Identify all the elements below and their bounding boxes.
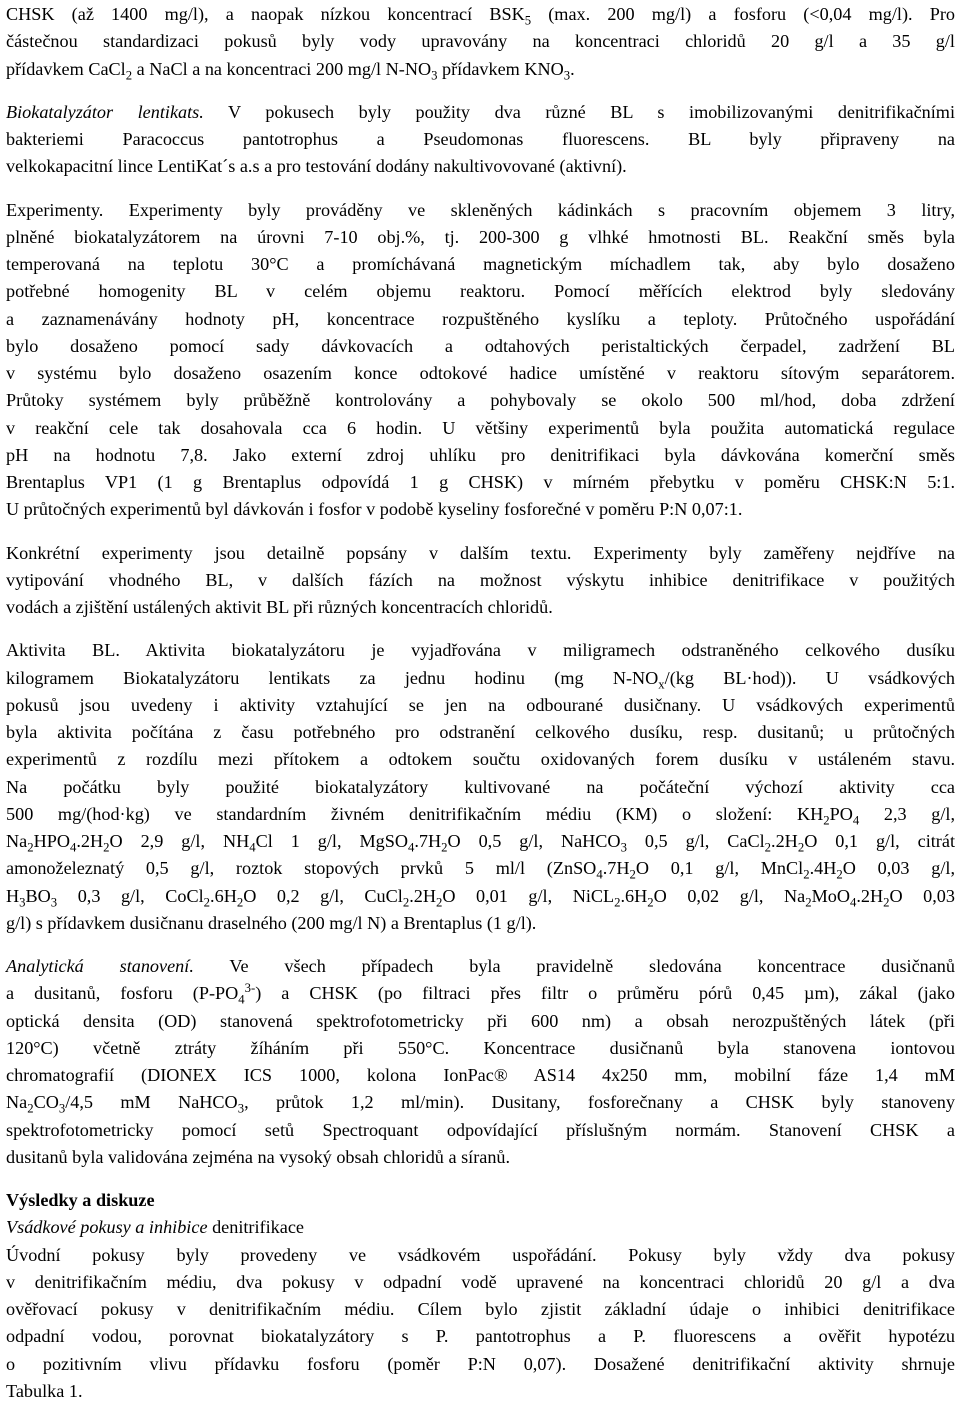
specific-paragraph [6, 540, 955, 622]
paragraph-heading: Analytická stanovení. [6, 956, 194, 976]
text-line: potřebné homogenity BL v celém objemu reaktoru. Pomocí měřících elektrod byly sledovány [6, 281, 955, 302]
text-line: 120°C) včetně ztráty žíháním při 550°C. Koncentrace dusičnanů byla stanovena iontovou [6, 1037, 955, 1058]
text-line: Na počátku byly použité biokatalyzátory kultivované na počáteční výchozí aktivity cca [6, 776, 955, 797]
text-run: Aktivita biokatalyzátoru je vyjadřována v miligramech odstraněného celkového dusíku [119, 640, 955, 661]
text-line: U průtočných experimentů byl dávkován i fosfor v podobě kyseliny fosforečné v poměru P:N 0,07:1. [6, 499, 743, 520]
text-line: vytipování vhodného BL, v dalších fázích na možnost výskytu inhibice denitrifikace v použitých [6, 569, 955, 590]
text-line [6, 637, 955, 664]
text-line: Konkrétní experimenty jsou detailně popsány v dalším textu. Experimenty byly zaměřeny nejdříve na [6, 542, 955, 563]
paragraph-gap [6, 83, 955, 99]
text-line [6, 953, 955, 980]
paragraph-gap [6, 181, 955, 197]
paragraph-heading: Biokatalyzátor lentikats. [6, 101, 204, 122]
text-line: odpadní vodou, porovnat biokatalyzátory s P. pantotrophus a P. fluorescens a ověřit hypotézu [6, 1326, 955, 1347]
text-line: Úvodní pokusy byly provedeny ve vsádkovém uspořádání. Pokusy byly vždy dva pokusy [6, 1244, 955, 1265]
text-line: plněné biokatalyzátorem na úrovni 7-10 obj.%, tj. 200-300 g vlhké hmotnosti BL. Reakční směs byla [6, 226, 955, 247]
text-line: ověřovací pokusy v denitrifikačním médiu. Cílem bylo zjistit základní údaje o inhibici denitrifikace [6, 1299, 955, 1319]
biocatalyst-paragraph [6, 99, 955, 181]
subsection-heading-italic: Vsádkové pokusy a inhibice [6, 1217, 208, 1238]
results-section [6, 1187, 955, 1405]
paragraph-gap [6, 621, 955, 637]
text-line: $Na_2CO_3/4,5$ mM NaHCO$_3$, průtok 1,2 ml/min). Dusitany, fosforečnany a CHSK byly stanoveny [6, 1092, 955, 1116]
text-line: velkokapacitní lince LentiKat´s a.s a pro testování dodány nakultivovované (aktivní). [6, 156, 627, 177]
text-line: temperovaná na teplotu 30°C a promíchávaná magnetickým míchadlem tak, aby bylo dosaženo [6, 254, 955, 274]
text-line: v systému bylo dosaženo osazením konce odtokové hadice umístěné v reaktoru sítovým separátorem. [6, 363, 955, 383]
paragraph-gap [6, 1171, 955, 1187]
text-line: dusitanů byla validována zejména na vysoký obsah chloridů a síranů. [6, 1146, 511, 1167]
subsection-heading-rest: denitrifikace [207, 1217, 304, 1238]
text-line: v denitrifikačním médiu, dva pokusy v odpadní vodě upravené na koncentraci chloridů 20 g/l a dva [6, 1271, 955, 1292]
text-line: bakteriemi Paracoccus pantotrophus a Pseudomonas fluorescens. BL byly připraveny na [6, 129, 955, 149]
text-line: pokusů jsou uvedeny i aktivity vztahující se jen na odbourané dusičnany. U vsádkových experimentů [6, 694, 955, 715]
paragraph-gap [6, 524, 955, 540]
text-line: Průtoky systémem byly průběžně kontrolovány a pohybovaly se okolo 500 ml/hod, doba zdržení [6, 390, 955, 411]
text-line: 500 mg/(hod·kg) ve standardním živném denitrifikačním médiu (KM) o složení: $KH_2PO_4$ 2,3 g/l, [6, 803, 956, 828]
text-run: Ve všech případech byla pravidelně sledována koncentrace dusičnanů [193, 956, 955, 976]
analytics-paragraph [6, 953, 955, 1171]
text-line: přídavkem CaCl$_2$ a NaCl a na koncentraci 200 mg/l $N-NO_3$ přídavkem $KNO_3$. [6, 58, 575, 83]
activity-paragraph [6, 637, 955, 937]
text-line: Tabulka 1. [6, 1380, 83, 1401]
text-line: kilogramem Biokatalyzátoru lentikats za jednu hodinu (mg $N-NO_x/(kg$ BL·hod)). U vsádkových [6, 667, 955, 692]
text-run: Experimenty byly prováděny ve skleněných kádinkách s pracovním objemem 3 litry, [103, 199, 955, 220]
text-line: a zaznamenávány hodnoty pH, koncentrace rozpuštěného kyslíku a teploty. Průtočného uspořádání [6, 308, 955, 329]
section-heading: Výsledky a diskuze [6, 1190, 155, 1210]
text-line: bylo dosaženo pomocí sady dávkovacích a odtahových peristaltických čerpadel, zadržení BL [6, 335, 955, 356]
text-line: $Na_2HPO_4.2H_2O$ 2,9 g/l, $NH_4Cl$ 1 g/l, $MgSO_4.7H_2O$ 0,5 g/l, NaHCO$_3$ 0,5 g/l, $CaCl_2.2H_2O$ 0,1 g/l, citrát [6, 831, 955, 855]
text-line: Brentaplus VP1 (1 g Brentaplus odpovídá 1 g CHSK) v mírném přebytku v poměru CHSK:N 5:1. [6, 472, 955, 492]
text-line: experimentů z rozdílu mezi přítokem a odtokem součtu oxidovaných forem dusíku v ustáleném stavu. [6, 749, 955, 770]
text-line: pH na hodnotu 7,8. Jako externí zdroj uhlíku pro denitrifikaci byla dávkována komerční směs [6, 444, 955, 465]
text-line: CHSK (až 1400 mg/l), a naopak nízkou koncentrací $BSK_5$ (max. 200 mg/l) a fosforu (<0,04 mg/l). Pro [6, 4, 955, 28]
intro-paragraph [6, 1, 955, 83]
document-page [6, 1, 955, 1405]
text-line [6, 197, 955, 224]
text-line [6, 99, 955, 126]
text-line: částečnou standardizaci pokusů byly vody upravovány na koncentraci chloridů 20 g/l a 35 g/l [6, 31, 955, 52]
text-line: a dusitanů, fosforu $(P-PO_4^{3-})$ a CHSK (po filtraci přes filtr o průměru pórů 0,45 µm), zákal (jako [6, 981, 955, 1007]
paragraph-heading: Aktivita BL. [6, 640, 120, 661]
text-line: amonoželeznatý 0,5 g/l, roztok stopových prvků 5 ml/l ($ZnSO_4.7H_2O$ 0,1 g/l, $MnCl_2.4H_2O$ 0,03 g/l, [6, 858, 955, 882]
text-line: v reakční cele tak dosahovala cca 6 hodin. U většiny experimentů byla použita automatická regulace [6, 417, 955, 438]
text-line: byla aktivita počítána z času potřebného pro odstranění celkového dusíku, resp. dusitanů; u průtočných [6, 722, 955, 742]
text-line: o pozitivním vlivu přídavku fosforu (poměr P:N 0,07). Dosažené denitrifikační aktivity shrnuje [6, 1353, 955, 1374]
paragraph-heading: Experimenty. [6, 199, 104, 220]
text-line: chromatografií (DIONEX ICS 1000, kolona IonPac® AS14 4x250 mm, mobilní fáze 1,4 mM [6, 1065, 955, 1085]
subsection-heading [6, 1214, 955, 1241]
text-line: optická densita (OD) stanovená spektrofotometricky při 600 nm) a obsah nerozpuštěných látek (při [6, 1010, 955, 1031]
text-line: g/l) s přídavkem dusičnanu draselného (200 mg/l N) a Brentaplus (1 g/l). [6, 912, 537, 933]
text-line: vodách a zjištění ustálených aktivit BL při různých koncentracích chloridů. [6, 597, 553, 617]
paragraph-gap [6, 937, 955, 953]
text-run: V pokusech byly použity dva různé BL s imobilizovanými denitrifikačními [203, 101, 955, 122]
experiments-paragraph [6, 197, 955, 524]
text-line: $H_3BO_3$ 0,3 g/l, $CoCl_2.6H_2O$ 0,2 g/l, $CuCl_2.2H_2O$ 0,01 g/l, $NiCL_2.6H_2O$ 0,02 g/l, $Na_2MoO_4.2H_2O$ 0,03 [6, 885, 955, 910]
text-line: spektrofotometricky pomocí setů Spectroquant odpovídající příslušným normám. Stanovení CHSK a [6, 1119, 955, 1140]
